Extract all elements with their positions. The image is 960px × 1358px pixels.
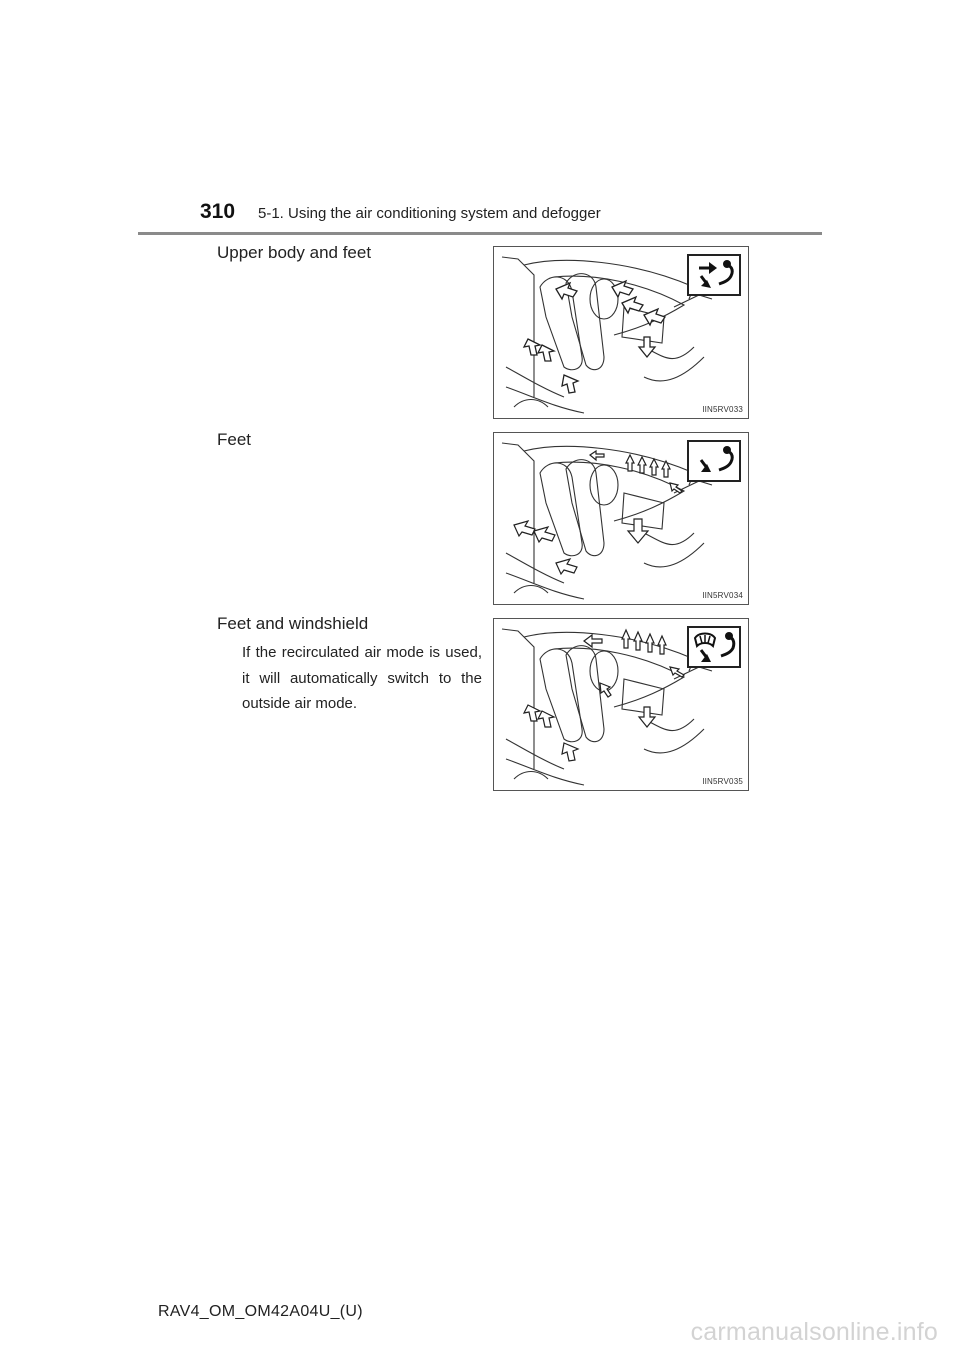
- figure-code: IIN5RV033: [702, 405, 743, 414]
- header-rule: [138, 232, 822, 235]
- figure-feet: [493, 432, 749, 605]
- feet-and-windshield-airflow-icon: [687, 626, 741, 668]
- watermark: carmanualsonline.info: [690, 1318, 938, 1346]
- figure-upper-body-and-feet: [493, 246, 749, 419]
- feet-airflow-icon: [687, 440, 741, 482]
- entry-label-upper-body-and-feet: Upper body and feet: [217, 243, 372, 262]
- page-number: 310: [200, 200, 236, 223]
- figure-feet-and-windshield: [493, 618, 749, 791]
- upper-body-and-feet-airflow-icon: [687, 254, 741, 296]
- entry-label-feet: Feet: [217, 430, 252, 449]
- page-header: [0, 0, 960, 240]
- section-title: 5-1. Using the air conditioning system and defogger: [258, 205, 601, 222]
- entry-note-recirculated-air: If the recirculated air mode is used, it will automatically switch to the outside air mode.: [242, 644, 482, 712]
- figure-code: IIN5RV035: [702, 777, 743, 786]
- figure-code: IIN5RV034: [702, 591, 743, 600]
- entry-label-feet-and-windshield: Feet and windshield: [217, 614, 369, 633]
- document-code: RAV4_OM_OM42A04U_(U): [158, 1303, 363, 1320]
